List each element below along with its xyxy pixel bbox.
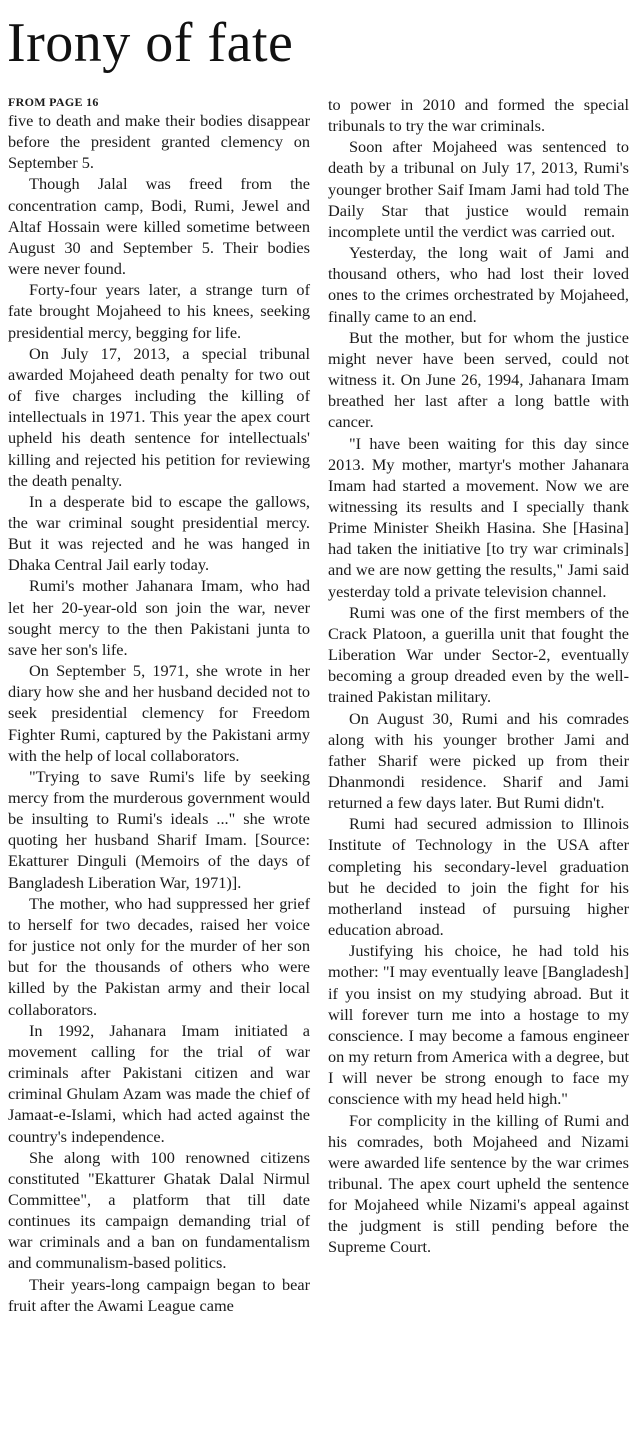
paragraph: Rumi's mother Jahanara Imam, who had let her 20-year-old son join the war, never sought mercy to the then Pakistani junta to save her son's life. bbox=[8, 576, 310, 659]
paragraph: to power in 2010 and formed the special tribunals to try the war criminals. bbox=[328, 95, 629, 136]
continuation-kicker: FROM PAGE 16 bbox=[8, 95, 99, 109]
paragraph: Their years-long campaign began to bear fruit after the Awami League came bbox=[8, 1274, 310, 1315]
paragraph: five to death and make their bodies disappear before the president granted clemency on September 5. bbox=[8, 111, 310, 173]
left-column bbox=[8, 94, 310, 1316]
paragraph: On July 17, 2013, a special tribunal awarded Mojaheed death penalty for two out of five charges including the killing of intellectuals in 1971. This year the apex court upheld his death sentence for intellectuals' killing and rejected his petition for reviewing the death penalty. bbox=[8, 343, 310, 490]
paragraph: In a desperate bid to escape the gallows, the war criminal sought presidential mercy. But it was rejected and he was hanged in Dhaka Central Jail early today. bbox=[8, 491, 310, 575]
paragraph: In 1992, Jahanara Imam initiated a movement calling for the trial of war criminals after Pakistani citizen and war criminal Ghulam Azam was made the chief of Jamaat-e-Islami, which had acted against the country's independence. bbox=[8, 1020, 310, 1146]
headline: Irony of fate bbox=[7, 12, 294, 74]
paragraph: Rumi was one of the first members of the Crack Platoon, a guerilla unit that fought the Liberation War under Sector-2, eventually becoming a group dreaded even by the well-trained Pakistan military. bbox=[328, 602, 629, 707]
paragraph: On September 5, 1971, she wrote in her diary how she and her husband decided not to seek presidential clemency for Freedom Fighter Rumi, captured by the Pakistani army with the help of local collaborators. bbox=[8, 661, 310, 765]
paragraph: Soon after Mojaheed was sentenced to death by a tribunal on July 17, 2013, Rumi's younger brother Saif Imam Jami had told The Daily Star that justice would remain incomplete until the verdict was carried out. bbox=[328, 137, 629, 241]
paragraph: For complicity in the killing of Rumi and his comrades, both Mojaheed and Nizami were awarded life sentence by the war crimes tribunal. The apex court upheld the sentence for Mojaheed while Nizami's appeal against the judgment is still pending before the Supreme Court. bbox=[328, 1110, 629, 1257]
paragraph: Yesterday, the long wait of Jami and thousand others, who had lost their loved ones to the crimes orchestrated by Mojaheed, finally came to an end. bbox=[328, 243, 629, 326]
paragraph: On August 30, Rumi and his comrades along with his younger brother Jami and father Sharif were picked up from their Dhanmondi residence. Sharif and Jami returned a few days later. But Rumi didn't. bbox=[328, 708, 629, 813]
paragraph: "Trying to save Rumi's life by seeking mercy from the murderous government would be insulting to Rumi's ideals ..." she wrote quoting her husband Sharif Imam. [Source: Ekatturer Dinguli (Memoirs of the days of Bangladesh Liberation War, 1971)]. bbox=[8, 766, 310, 892]
paragraph: Rumi had secured admission to Illinois Institute of Technology in the USA after completing his secondary-level graduation but he decided to join the fight for his motherland instead of pursuing higher education abroad. bbox=[328, 814, 629, 940]
paragraph: Though Jalal was freed from the concentration camp, Bodi, Rumi, Jewel and Altaf Hossain were killed sometime between August 30 and September 5. Their bodies were never found. bbox=[8, 174, 310, 279]
paragraph: But the mother, but for whom the justice might never have been served, could not witness it. On June 26, 1994, Jahanara Imam breathed her last after a long battle with cancer. bbox=[328, 327, 629, 432]
paragraph: Justifying his choice, he had told his mother: "I may eventually leave [Bangladesh] if you insist on my studying abroad. But it will forever turn me into a hostage to my conscience. I may become a famous engineer on my return from America with a degree, but I will never be strong enough to face my conscience with my head held high." bbox=[328, 941, 629, 1109]
paragraph: The mother, who had suppressed her grief to herself for two decades, raised her voice for justice not only for the murder of her son but for the thousands of others who were killed by the Pakistan army and their local collaborators. bbox=[8, 893, 310, 1019]
right-column bbox=[328, 94, 629, 1258]
paragraph: "I have been waiting for this day since 2013. My mother, martyr's mother Jahanara Imam had started a movement. Now we are witnessing its results and I specially thank Prime Minister Sheikh Hasina. She [Hasina] had taken the initiative [to try war criminals] and we are now getting the results," Jami said yesterday told a private television channel. bbox=[328, 433, 629, 601]
paragraph: Forty-four years later, a strange turn of fate brought Mojaheed to his knees, seeking presidential mercy, begging for life. bbox=[8, 280, 310, 342]
paragraph: She along with 100 renowned citizens constituted "Ekatturer Ghatak Dalal Nirmul Committee", a platform that till date continues its campaign demanding trial of war criminals and a ban on fundamentalism and communalism-based politics. bbox=[8, 1147, 310, 1273]
